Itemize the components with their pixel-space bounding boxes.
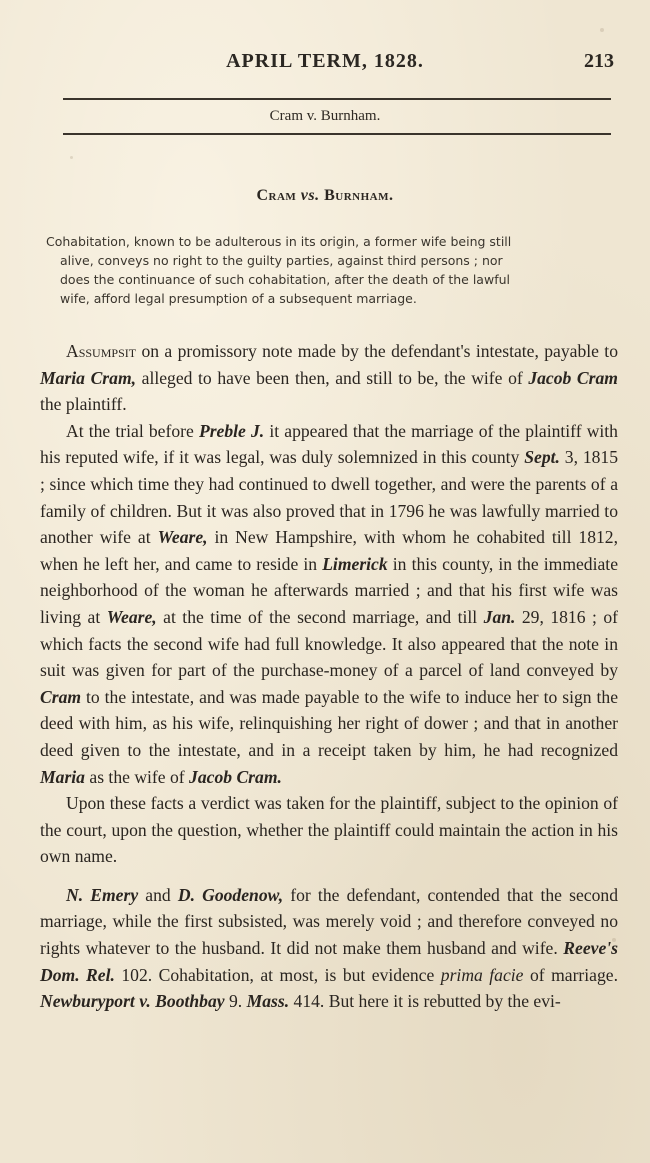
paragraph-text: 9. <box>224 991 247 1012</box>
lead-word: Assumpsit <box>66 341 137 361</box>
party-name: Maria Cram, <box>40 367 137 388</box>
paragraph-text: in New Hampshire, with whom he cohabited till 1812, when he left her, and came to reside in <box>40 527 618 574</box>
headnote-line: alive, conveys no right to the guilty parties, against third persons ; nor <box>60 253 503 268</box>
place-name: Limerick <box>322 553 388 574</box>
headnote-line: wife, afford legal presumption of a subsequent marriage. <box>60 291 417 306</box>
paragraph-text: alleged to have been then, and still to be, the wife of <box>136 367 529 388</box>
running-title: APRIL TERM, 1828. <box>226 50 424 72</box>
place-name: Weare, <box>106 606 157 627</box>
paper-spot <box>600 28 604 32</box>
headnote-line: Cohabitation, known to be adulterous in its origin, a former wife being still <box>46 234 512 249</box>
paragraph-text: as the wife of <box>84 766 190 787</box>
header-rule-top <box>63 98 611 100</box>
paragraph-text: 3, 1815 ; since which time they had continued to dwell together, and were the parents of a family of children. But it was also proved that in 1796 he was lawfully married to another wife at <box>40 447 619 548</box>
running-head <box>0 50 650 80</box>
paragraph-verdict <box>40 790 618 870</box>
paragraph-text: at the time of the second marriage, and till <box>156 606 484 627</box>
party-name: Jacob Cram <box>528 367 618 388</box>
paragraph-text: and <box>138 884 178 905</box>
latin-phrase: prima facie <box>440 964 524 985</box>
headnote <box>46 232 618 308</box>
date-abbrev: Sept. <box>524 447 560 468</box>
paragraph-text: At the trial before <box>66 420 199 441</box>
paragraph-text: for the defendant, contended that the second marriage, while the first subsisted, was merely void ; and therefore conveyed no rights whatever to the husband. It did not make them husband and wife. <box>40 884 618 959</box>
paragraph-trial-facts <box>40 418 618 790</box>
paragraph-text: 414. But here it is rebutted by the evi- <box>289 991 561 1012</box>
counsel-name: D. Goodenow, <box>177 884 284 905</box>
opinion-body <box>40 338 618 1015</box>
paragraph-assumpsit <box>40 338 618 418</box>
judge-name: Preble J. <box>198 420 265 441</box>
case-plaintiff: Cram <box>256 187 297 204</box>
paragraph-text: on a promissory note made by the defendant's intestate, payable to <box>136 341 618 361</box>
party-name: Cram <box>40 686 82 707</box>
citation: Mass. <box>246 991 290 1012</box>
paragraph-text: Upon these facts a verdict was taken for the plaintiff, subject to the opinion of the court, upon the question, whether the plaintiff could maintain the action in his own name. <box>40 793 618 867</box>
citation: Newburyport v. Boothbay <box>40 991 225 1012</box>
header-rule-bottom <box>63 133 611 135</box>
paragraph-text: 29, 1816 ; of which facts the second wife had full knowledge. It also appeared that the note in suit was given for part of the purchase-money of a parcel of land conveyed by <box>40 606 618 681</box>
paragraph-text: 102. Cohabitation, at most, is but evidence <box>114 964 441 985</box>
citation: Reeve's Dom. Rel. <box>40 938 618 985</box>
paper-spot <box>70 156 73 159</box>
paragraph-text: the plaintiff. <box>40 394 127 415</box>
paragraph-text: in this county, in the immediate neighborhood of the woman he afterwards married ; and that his first wife was living at <box>40 553 619 627</box>
party-name: Maria <box>40 766 85 787</box>
paragraph-text: to the intestate, and was made payable to the wife to induce her to sign the deed with him, as his wife, relinquishing her right of dower ; and that in another deed given to the intestate, and in a receipt taken by him, he had recognized <box>40 686 618 760</box>
case-title <box>0 187 650 205</box>
case-subhead: Cram v. Burnham. <box>269 108 381 124</box>
party-name: Jacob Cram. <box>189 766 282 787</box>
date-abbrev: Jan. <box>483 606 516 627</box>
place-name: Weare, <box>157 527 208 548</box>
paragraph-text: it appeared that the marriage of the plaintiff with his reputed wife, if it was legal, was duly solemnized in this county <box>40 420 618 468</box>
headnote-line: does the continuance of such cohabitation, after the death of the lawful <box>60 272 510 287</box>
counsel-name: N. Emery <box>66 884 139 905</box>
case-versus: vs. <box>300 187 320 204</box>
case-defendant: Burnham. <box>324 187 394 204</box>
page-number: 213 <box>584 50 614 72</box>
paragraph-counsel-argument <box>40 882 618 1015</box>
paragraph-text: of marriage. <box>523 964 618 985</box>
